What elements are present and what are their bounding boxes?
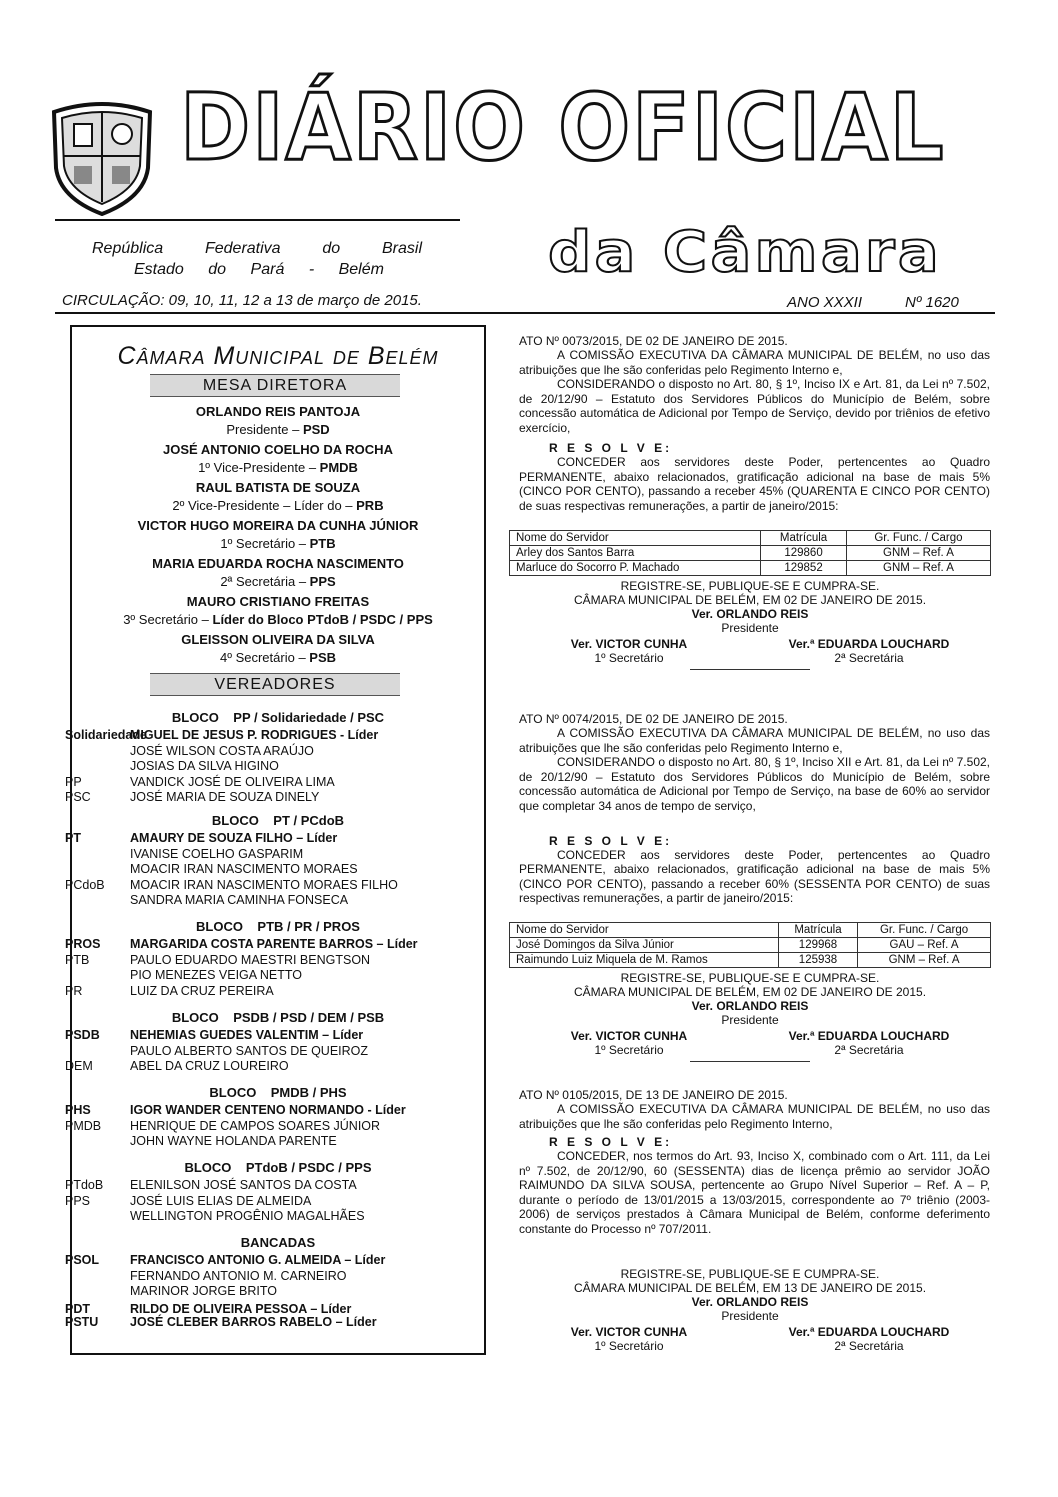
bloc-heading: BLOCO PSDB / PSD / DEM / PSB bbox=[171, 1010, 385, 1025]
act-resolve: R E S O L V E: bbox=[549, 1135, 673, 1149]
leader-tag: – Líder bbox=[340, 1253, 386, 1267]
member-name bbox=[130, 893, 348, 909]
signer-role: Presidente bbox=[721, 1309, 779, 1323]
member-name bbox=[130, 831, 337, 847]
act-body: CONCEDER, nos termos do Art. 93, Inciso X, combinado com o Art. 111, da Lei nº 7.502, de 20/12/90, 60 (SESSENTA) dias de licença prêmio ao servidor JOÃO RAIMUNDO DA SILVA SOUSA, pertencente ao Grupo Nível Superior – Ref. A – P, durante o período de 13/01/2015 a 13/03/2015, correspondente ao 7º triênio (2003-2006) de serviços prestados à Câmara Municipal de Belém, conforme deferimento constante do Processo nº 707/2011. bbox=[519, 1149, 990, 1236]
officer-dash: – bbox=[292, 422, 303, 437]
member-name-text: VANDICK JOSÉ DE OLIVEIRA LIMA bbox=[130, 774, 335, 789]
officer-role bbox=[72, 573, 484, 591]
table-header-cell: Gr. Func. / Cargo bbox=[846, 530, 990, 545]
officer-dash: – bbox=[298, 650, 310, 665]
officer-party: PTB bbox=[309, 536, 336, 551]
leader-tag: - Líder bbox=[336, 728, 379, 742]
city-coat-of-arms bbox=[48, 98, 156, 216]
table-row bbox=[510, 953, 991, 968]
officer-title: Presidente bbox=[226, 422, 293, 437]
member-name bbox=[130, 968, 302, 984]
officer-dash: – bbox=[298, 574, 310, 589]
member-name bbox=[130, 984, 274, 1000]
member-name bbox=[130, 1178, 357, 1194]
act-intro: A COMISSÃO EXECUTIVA DA CÂMARA MUNICIPAL DE BELÉM, no uso das atribuições que lhe são conferidas pelo Regimento Interno e, bbox=[519, 348, 990, 377]
party-label: PTdoB bbox=[65, 1178, 104, 1192]
party-label: PP bbox=[65, 774, 82, 789]
party-label: Solidariedade bbox=[65, 728, 147, 742]
member-name-text: PAULO ALBERTO SANTOS DE QUEIROZ bbox=[130, 1043, 369, 1058]
member-name-text: NEHEMIAS GUEDES VALENTIM bbox=[130, 1028, 319, 1042]
officer-title: 1º Vice-Presidente bbox=[198, 460, 309, 475]
leader-tag: – Líder bbox=[292, 831, 338, 845]
officer-dash: – bbox=[345, 498, 357, 513]
mesa-diretora-heading: MESA DIRETORA bbox=[150, 374, 400, 397]
act-body: CONCEDER aos servidores deste Poder, pertencentes ao Quadro PERMANENTE, abaixo relacionados, gratificação adicional na base de mais 5% (CINCO POR CENTO), passando a receber 45% (QUARENTA E CINCO POR CENTO) de suas respectivas remunerações, a partir de janeiro/2015: bbox=[519, 455, 990, 513]
party-label: PMDB bbox=[65, 1118, 102, 1133]
masthead-title: DIÁRIO OFICIAL bbox=[180, 74, 946, 181]
leader-tag: – Líder bbox=[318, 1028, 364, 1042]
party-label: PDT bbox=[65, 1301, 90, 1316]
member-name bbox=[130, 1134, 337, 1150]
party-label: PSC bbox=[65, 790, 91, 804]
signer-name: Ver. ORLANDO REIS bbox=[691, 1295, 809, 1309]
signer-name: Ver. VICTOR CUNHA bbox=[570, 1029, 688, 1043]
officer-name: GLEISSON OLIVEIRA DA SILVA bbox=[181, 632, 375, 647]
officer-entry bbox=[72, 479, 484, 515]
table-cell: GNM – Ref. A bbox=[846, 545, 990, 560]
member-name-text: FRANCISCO ANTONIO G. ALMEIDA bbox=[130, 1253, 341, 1267]
edition-number: Nº 1620 bbox=[905, 294, 959, 311]
servers-table bbox=[509, 530, 991, 576]
signature-second-secretary bbox=[759, 637, 979, 665]
act-resolve: R E S O L V E: bbox=[549, 441, 673, 455]
member-name bbox=[130, 937, 418, 953]
member-name-text: JOHN WAYNE HOLANDA PARENTE bbox=[130, 1134, 337, 1148]
officer-dash: – bbox=[298, 536, 310, 551]
signature-second-secretary bbox=[759, 1029, 979, 1057]
officer-role bbox=[72, 535, 484, 553]
officer-entry bbox=[72, 555, 484, 591]
member-name bbox=[130, 1284, 277, 1300]
act-closing: REGISTRE-SE, PUBLIQUE-SE E CUMPRA-SE. bbox=[620, 1267, 880, 1281]
table-cell: Arley dos Santos Barra bbox=[510, 545, 761, 560]
act-title: ATO Nº 0073/2015, DE 02 DE JANEIRO DE 2015. bbox=[519, 334, 788, 348]
officer-title: 2º Vice-Presidente – Líder do bbox=[172, 498, 346, 513]
signer-name: Ver. VICTOR CUNHA bbox=[570, 636, 688, 651]
member-name-text: JOSIAS DA SILVA HIGINO bbox=[130, 759, 279, 773]
member-name-text: AMAURY DE SOUZA FILHO bbox=[130, 831, 293, 845]
officer-role bbox=[72, 611, 484, 629]
officer-title: 4º Secretário bbox=[219, 650, 299, 665]
table-cell: Raimundo Luiz Miquelа de M. Ramos bbox=[510, 953, 779, 968]
officer-party: PPS bbox=[309, 574, 336, 589]
edition-year: ANO XXXII bbox=[787, 294, 863, 311]
signer-name: Ver.ª EDUARDA LOUCHARD bbox=[788, 1325, 950, 1339]
member-name-text: IGOR WANDER CENTENO NORMANDO bbox=[130, 1103, 365, 1117]
member-name bbox=[130, 1119, 380, 1135]
member-name-text: RILDO DE OLIVEIRA PESSOA bbox=[130, 1301, 307, 1316]
officer-dash: – bbox=[308, 460, 320, 475]
signature-president bbox=[509, 999, 991, 1027]
bloc-heading: BLOCO PTB / PR / PROS bbox=[196, 919, 360, 934]
vereadores-heading: VEREADORES bbox=[150, 673, 400, 696]
republic-line-1: República Federativa do Brasil bbox=[92, 240, 422, 257]
act-body: CONCEDER aos servidores deste Poder, pertencentes ao Quadro PERMANENTE, abaixo relacionados, gratificação adicional na base de mais 5% (CINCO POR CENTO), passando a receber 60% (SESSENTA POR CENTO) de suas respectivas remunerações, a partir de janeiro/2015: bbox=[519, 847, 990, 905]
member-name-text: MIGUEL DE JESUS P. RODRIGUES bbox=[130, 728, 337, 742]
member-name bbox=[130, 1315, 377, 1331]
bloc-heading: BANCADAS bbox=[240, 1235, 316, 1250]
table-cell: 129968 bbox=[778, 938, 857, 953]
member-name-text: ABEL DA CRUZ LOUREIRO bbox=[130, 1059, 289, 1073]
act-intro: A COMISSÃO EXECUTIVA DA CÂMARA MUNICIPAL DE BELÉM, no uso das atribuições que lhe são conferidas pelo Regimento Interno, bbox=[519, 1102, 990, 1131]
act-resolve: R E S O L V E: bbox=[549, 833, 673, 848]
signature-first-secretary bbox=[549, 1325, 709, 1353]
table-header-cell: Matrícula bbox=[761, 530, 847, 545]
officer-entry bbox=[72, 403, 484, 439]
member-name-text: JOSÉ WILSON COSTA ARAÚJO bbox=[130, 743, 314, 758]
officer-role bbox=[72, 497, 484, 515]
act-separator bbox=[690, 1061, 810, 1062]
republic-line bbox=[92, 238, 422, 280]
officer-title: 2ª Secretária bbox=[220, 574, 299, 589]
member-name-text: PIO MENEZES VEIGA NETTO bbox=[130, 968, 303, 982]
act-considerando: CONSIDERANDO o disposto no Art. 80, § 1º, Inciso XII e Art. 81, da Lei nº 7.502, de 20/12/90 – Estatuto dos Servidores Públicos do Município de Belém, sobre concessão automática de Adicional por Tempo de Serviço, na base de 60% ao servidor que completar 34 anos de tempo de serviço, bbox=[519, 755, 990, 813]
officer-party: Líder do Bloco PTdoB / PSDC / PPS bbox=[212, 612, 433, 627]
table-header-row bbox=[510, 923, 991, 938]
act-place-date: CÂMARA MUNICIPAL DE BELÉM, EM 02 DE JANEIRO DE 2015. bbox=[573, 985, 927, 999]
member-name-text: FERNANDO ANTONIO M. CARNEIRO bbox=[130, 1268, 347, 1283]
member-name-text: JOSÉ MARIA DE SOUZA DINELY bbox=[130, 790, 320, 804]
table-cell: 129860 bbox=[761, 545, 847, 560]
signature-president bbox=[509, 607, 991, 635]
member-name bbox=[130, 953, 370, 969]
member-name bbox=[130, 862, 358, 878]
officer-name: MAURO CRISTIANO FREITAS bbox=[186, 594, 370, 609]
signer-role: 2ª Secretária bbox=[834, 1043, 904, 1057]
member-name-text: SANDRA MARIA CAMINHA FONSECA bbox=[130, 893, 349, 907]
member-name bbox=[130, 1103, 406, 1119]
member-name bbox=[130, 775, 335, 791]
bloc-heading: BLOCO PMDB / PHS bbox=[209, 1085, 347, 1100]
officer-entry bbox=[72, 631, 484, 667]
party-label: PSTU bbox=[65, 1315, 99, 1329]
act-title: ATO Nº 0074/2015, DE 02 DE JANEIRO DE 2015. bbox=[519, 712, 788, 726]
member-name-text: JOSÉ CLEBER BARROS RABELO bbox=[130, 1315, 333, 1329]
officer-entry bbox=[72, 517, 484, 553]
table-header-cell: Gr. Func. / Cargo bbox=[858, 923, 991, 938]
member-name-text: IVANISE COELHO GASPARIM bbox=[130, 846, 304, 861]
party-label: PSOL bbox=[65, 1253, 100, 1267]
header-bottom-rule bbox=[55, 312, 995, 314]
signer-role: Presidente bbox=[721, 1013, 779, 1027]
table-row bbox=[510, 545, 991, 560]
member-name-text: MOACIR IRAN NASCIMENTO MORAES FILHO bbox=[130, 877, 398, 892]
officer-entry bbox=[72, 593, 484, 629]
signature-second-secretary bbox=[759, 1325, 979, 1353]
officer-party: PSB bbox=[309, 650, 337, 665]
officer-name: RAUL BATISTA DE SOUZA bbox=[195, 480, 361, 495]
leader-tag: – Líder bbox=[306, 1301, 352, 1316]
act-title: ATO Nº 0105/2015, DE 13 DE JANEIRO DE 2015. bbox=[519, 1088, 788, 1102]
party-label: PTB bbox=[65, 952, 90, 967]
header-divider bbox=[55, 219, 460, 221]
member-name bbox=[130, 847, 303, 863]
officer-party: PMDB bbox=[319, 460, 358, 475]
officer-name: JOSÉ ANTONIO COELHO DA ROCHA bbox=[163, 442, 393, 457]
bloc-heading: BLOCO PP / Solidariedade / PSC bbox=[171, 710, 385, 725]
officer-dash: – bbox=[201, 612, 213, 627]
council-title: Câmara Municipal de Belém bbox=[117, 342, 439, 370]
signer-role: 2ª Secretária bbox=[834, 650, 904, 665]
member-name-text: JOSÉ LUIS ELIAS DE ALMEIDA bbox=[130, 1193, 312, 1208]
member-name bbox=[130, 744, 314, 760]
act-intro: A COMISSÃO EXECUTIVA DA CÂMARA MUNICIPAL DE BELÉM, no uso das atribuições que lhe são conferidas pelo Regimento Interno e, bbox=[519, 726, 990, 755]
table-cell: GNM – Ref. A bbox=[846, 560, 990, 575]
party-label: PR bbox=[65, 983, 83, 998]
officer-entry bbox=[72, 441, 484, 477]
member-name bbox=[130, 1194, 311, 1210]
act-considerando: CONSIDERANDO o disposto no Art. 80, § 1º, Inciso IX e Art. 81, da Lei nº 7.502, de 20/12/90 – Estatuto dos Servidores Públicos do Município de Belém, sobre concessão automática de Adicional por Tempo de Serviço, devido por triênios de efetivo exercício, bbox=[519, 377, 990, 435]
member-name-text: MARINOR JORGE BRITO bbox=[130, 1284, 278, 1298]
signature-first-secretary bbox=[549, 1029, 709, 1057]
party-label: DEM bbox=[65, 1059, 93, 1073]
table-header-cell: Nome do Servidor bbox=[510, 923, 779, 938]
signer-name: Ver. ORLANDO REIS bbox=[691, 999, 809, 1013]
officer-name: MARIA EDUARDA ROCHA NASCIMENTO bbox=[152, 556, 404, 571]
member-name-text: LUIZ DA CRUZ PEREIRA bbox=[130, 983, 274, 998]
member-name bbox=[130, 878, 398, 894]
member-name-text: WELLINGTON PROGÊNIO MAGALHÃES bbox=[130, 1209, 365, 1223]
member-name bbox=[130, 1059, 289, 1075]
member-name-text: HENRIQUE DE CAMPOS SOARES JÚNIOR bbox=[130, 1118, 381, 1133]
member-name bbox=[130, 1269, 346, 1285]
signer-name: Ver.ª EDUARDA LOUCHARD bbox=[788, 636, 950, 651]
officer-name: VICTOR HUGO MOREIRA DA CUNHA JÚNIOR bbox=[137, 518, 419, 533]
signer-role: 1º Secretário bbox=[594, 1339, 664, 1353]
signer-role: 2ª Secretária bbox=[834, 1339, 904, 1353]
member-name bbox=[130, 1209, 365, 1225]
party-label: PSDB bbox=[65, 1028, 100, 1042]
table-cell: 129852 bbox=[761, 560, 847, 575]
officer-title: 1º Secretário bbox=[220, 536, 299, 551]
member-name bbox=[130, 1253, 385, 1269]
table-cell: Marluce do Socorro P. Machado bbox=[510, 560, 761, 575]
table-row bbox=[510, 938, 991, 953]
party-label: PCdoB bbox=[65, 877, 105, 892]
act-closing: REGISTRE-SE, PUBLIQUE-SE E CUMPRA-SE. bbox=[620, 971, 880, 985]
table-header-cell: Nome do Servidor bbox=[510, 530, 761, 545]
member-name bbox=[130, 1044, 368, 1060]
officer-role bbox=[72, 459, 484, 477]
signer-role: Presidente bbox=[721, 620, 779, 635]
signer-role: 1º Secretário bbox=[594, 650, 664, 665]
member-name-text: MARGARIDA COSTA PARENTE BARROS bbox=[130, 937, 374, 951]
table-header-cell: Matrícula bbox=[778, 923, 857, 938]
officer-title: 3º Secretário bbox=[123, 612, 202, 627]
officer-party: PSD bbox=[302, 422, 330, 437]
member-name bbox=[130, 1028, 363, 1044]
table-cell: GAU – Ref. A bbox=[858, 938, 991, 953]
table-cell: José Domingos da Silva Júnior bbox=[510, 938, 779, 953]
masthead-subtitle: da Câmara bbox=[548, 220, 942, 285]
party-label: PPS bbox=[65, 1193, 91, 1208]
signature-president bbox=[509, 1295, 991, 1323]
table-cell: GNM – Ref. A bbox=[858, 953, 991, 968]
bloc-heading: BLOCO PT / PCdoB bbox=[211, 813, 345, 828]
officer-party: PRB bbox=[356, 498, 384, 513]
party-label: PHS bbox=[65, 1103, 91, 1117]
signer-name: Ver.ª EDUARDA LOUCHARD bbox=[788, 1029, 950, 1043]
act-place-date: CÂMARA MUNICIPAL DE BELÉM, EM 13 DE JANEIRO DE 2015. bbox=[573, 1281, 927, 1295]
signer-name: Ver. VICTOR CUNHA bbox=[570, 1325, 688, 1339]
member-name bbox=[130, 790, 319, 806]
member-name bbox=[130, 728, 378, 744]
party-label: PT bbox=[65, 831, 81, 845]
act-place-date: CÂMARA MUNICIPAL DE BELÉM, EM 02 DE JANEIRO DE 2015. bbox=[573, 592, 927, 607]
republic-line-2: Estado do Pará - Belém bbox=[134, 261, 384, 278]
servers-table bbox=[509, 922, 991, 968]
bloc-heading: BLOCO PTdoB / PSDC / PPS bbox=[184, 1160, 372, 1175]
officer-name: ORLANDO REIS PANTOJA bbox=[195, 404, 361, 419]
leader-tag: – Líder bbox=[332, 1315, 377, 1329]
member-name-text: PAULO EDUARDO MAESTRI BENGTSON bbox=[130, 952, 371, 967]
table-cell: 125938 bbox=[778, 953, 857, 968]
table-row bbox=[510, 560, 991, 575]
signature-first-secretary bbox=[549, 637, 709, 665]
table-header-row bbox=[510, 530, 991, 545]
member-name-text: ELENILSON JOSÉ SANTOS DA COSTA bbox=[130, 1178, 357, 1192]
signer-role: 1º Secretário bbox=[594, 1043, 664, 1057]
member-name-text: MOACIR IRAN NASCIMENTO MORAES bbox=[130, 862, 358, 876]
circulation-dates: CIRCULAÇÃO: 09, 10, 11, 12 a 13 de março de 2015. bbox=[62, 292, 422, 309]
act-closing: REGISTRE-SE, PUBLIQUE-SE E CUMPRA-SE. bbox=[620, 578, 880, 593]
signer-name: Ver. ORLANDO REIS bbox=[691, 606, 809, 621]
act-separator bbox=[690, 669, 810, 670]
officer-role bbox=[72, 649, 484, 667]
party-label: PROS bbox=[65, 937, 101, 951]
officer-role bbox=[72, 421, 484, 439]
leader-tag: - Líder bbox=[364, 1103, 406, 1117]
leader-tag: – Líder bbox=[373, 937, 418, 951]
member-name bbox=[130, 759, 279, 775]
